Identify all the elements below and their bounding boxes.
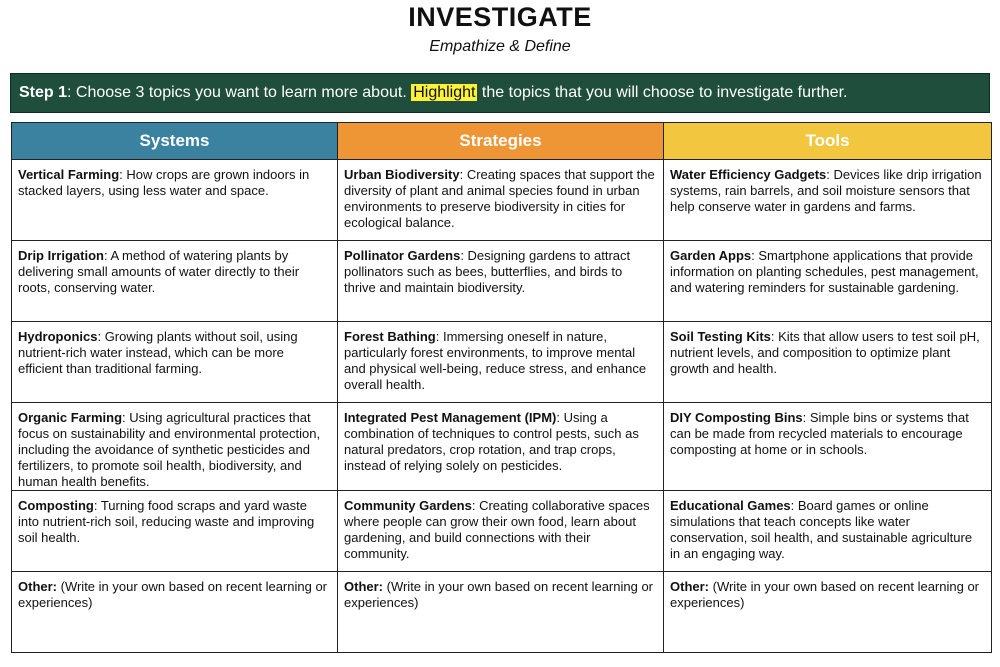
topic-term: Other: xyxy=(18,579,57,594)
topic-desc: (Write in your own based on recent learning or experiences) xyxy=(670,579,980,610)
topic-term: Soil Testing Kits xyxy=(670,329,771,344)
topic-cell[interactable] xyxy=(664,160,992,241)
topic-desc: : Devices like drip irrigation systems, rain barrels, and soil moisture sensors that help conserve water in gardens and farms. xyxy=(670,167,982,214)
topic-desc: : Using agricultural practices that focus on sustainability and environmental protection, including the avoidance of synthetic pesticides and fertilizers, to promote soil health, biodiversity, and human health benefits. xyxy=(18,410,321,489)
table-row xyxy=(12,403,992,491)
topic-cell[interactable] xyxy=(338,241,664,322)
topic-desc: : Kits that allow users to test soil pH, nutrient levels, and composition to optimize plant growth and health. xyxy=(670,329,980,376)
topic-term: Garden Apps xyxy=(670,248,752,263)
table-row xyxy=(12,160,992,241)
topic-term: Educational Games xyxy=(670,498,791,513)
topic-cell[interactable] xyxy=(664,322,992,403)
topic-desc: : Smartphone applications that provide information on planting schedules, pest management, and watering reminders for sustainable gardening. xyxy=(670,248,979,295)
topic-cell[interactable] xyxy=(338,160,664,241)
highlight-word: Highlight xyxy=(413,84,476,101)
topic-term: Urban Biodiversity xyxy=(344,167,460,182)
topic-desc: (Write in your own based on recent learning or experiences) xyxy=(344,579,654,610)
topic-term: Other: xyxy=(344,579,383,594)
topic-term: Drip Irrigation xyxy=(18,248,104,263)
topic-term: Pollinator Gardens xyxy=(344,248,461,263)
topic-cell[interactable] xyxy=(664,491,992,572)
topic-term: DIY Composting Bins xyxy=(670,410,803,425)
page-title: INVESTIGATE xyxy=(408,2,592,32)
table-row xyxy=(12,572,992,653)
topic-desc: : Turning food scraps and yard waste into nutrient-rich soil, reducing waste and improving soil health. xyxy=(18,498,315,545)
topic-desc: : Creating spaces that support the diversity of plant and animal species found in urban environments to preserve biodiversity in cities for ecological balance. xyxy=(344,167,655,230)
topic-cell[interactable] xyxy=(12,322,338,403)
step-text xyxy=(19,84,847,102)
column-header-strategies: Strategies xyxy=(338,123,664,160)
other-cell[interactable] xyxy=(338,572,664,653)
topic-desc: : Creating collaborative spaces where people can grow their own food, learn about gardening, and build connections with their community. xyxy=(344,498,650,561)
step-text-before: : Choose 3 topics you want to learn more about. xyxy=(67,84,412,101)
topic-term: Community Gardens xyxy=(344,498,472,513)
column-header-systems: Systems xyxy=(12,123,338,160)
topic-cell[interactable] xyxy=(664,403,992,491)
topic-cell[interactable] xyxy=(338,403,664,491)
topic-term: Vertical Farming xyxy=(18,167,120,182)
topic-term: Forest Bathing xyxy=(344,329,436,344)
table-row xyxy=(12,322,992,403)
step-text-after: the topics that you will choose to investigate further. xyxy=(477,84,848,101)
step-label: Step 1 xyxy=(19,84,68,101)
topic-desc: : Using a combination of techniques to control pests, such as natural predators, crop rotation, and trap crops, instead of relying solely on pesticides. xyxy=(344,410,639,473)
topic-cell[interactable] xyxy=(664,241,992,322)
page-subtitle: Empathize & Define xyxy=(429,38,571,55)
topic-term: Hydroponics xyxy=(18,329,98,344)
topic-cell[interactable] xyxy=(12,491,338,572)
topic-desc: : How crops are grown indoors in stacked layers, using less water and space. xyxy=(18,167,310,198)
topic-cell[interactable] xyxy=(12,403,338,491)
topic-term: Other: xyxy=(670,579,709,594)
topic-cell[interactable] xyxy=(338,491,664,572)
topic-desc: : Board games or online simulations that teach concepts like water conservation, soil health, and sustainable agriculture in an engaging way. xyxy=(670,498,973,561)
topic-term: Organic Farming xyxy=(18,410,123,425)
topic-desc: : Growing plants without soil, using nutrient-rich water instead, which can be more efficient than traditional farming. xyxy=(18,329,298,376)
topic-desc: : Designing gardens to attract pollinators such as bees, butterflies, and birds to thrive and maintain biodiversity. xyxy=(344,248,631,295)
other-cell[interactable] xyxy=(664,572,992,653)
step-instruction-banner xyxy=(10,73,990,113)
topic-desc: : Simple bins or systems that can be made from recycled materials to encourage composting at home or in schools. xyxy=(670,410,969,457)
topic-cell[interactable] xyxy=(12,241,338,322)
other-cell[interactable] xyxy=(12,572,338,653)
table-row xyxy=(12,491,992,572)
topics-table xyxy=(11,122,992,653)
topic-desc: : Immersing oneself in nature, particularly forest environments, to improve mental and physical well-being, reduce stress, and enhance overall health. xyxy=(344,329,647,392)
table-row xyxy=(12,241,992,322)
topic-term: Composting xyxy=(18,498,94,513)
topic-desc: : A method of watering plants by delivering small amounts of water directly to their roots, conserving water. xyxy=(18,248,300,295)
topic-desc: (Write in your own based on recent learning or experiences) xyxy=(18,579,328,610)
topic-term: Water Efficiency Gadgets xyxy=(670,167,827,182)
table-header-row xyxy=(12,123,992,160)
topic-term: Integrated Pest Management (IPM) xyxy=(344,410,557,425)
topic-cell[interactable] xyxy=(12,160,338,241)
topic-cell[interactable] xyxy=(338,322,664,403)
column-header-tools: Tools xyxy=(664,123,992,160)
